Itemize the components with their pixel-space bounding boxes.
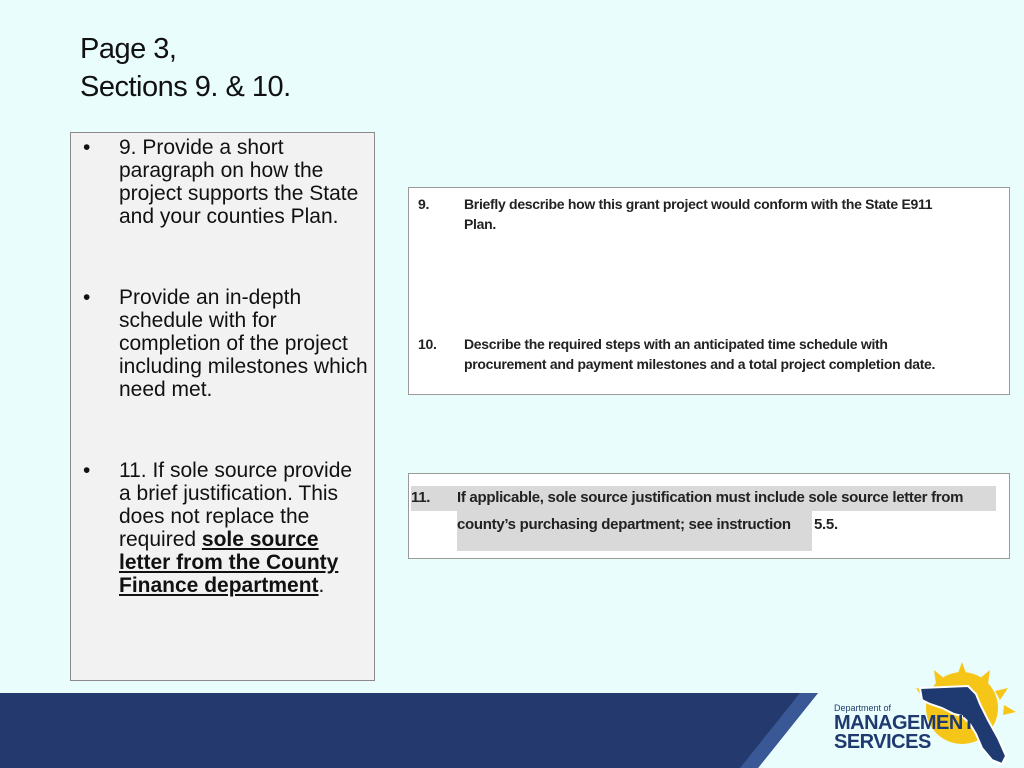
question-text-line-1: If applicable, sole source justification must include sole source letter from — [457, 489, 964, 506]
slide-title-line-1: Page 3, — [80, 33, 177, 65]
footer-band-dark — [0, 693, 818, 768]
bullet-item-11 — [81, 459, 366, 597]
bullet-text-9: 9. Provide a short paragraph on how the project supports the State and your counties Plan. — [119, 136, 359, 228]
bullet-text-11-intro: 11. If sole source provide a brief justification. This does not replace the required — [119, 459, 353, 551]
question-text-line-2: county’s purchasing department; see instruction — [457, 516, 791, 533]
question-text-line-2-ref: 5.5. — [814, 516, 838, 533]
logo-line-2: MANAGEMENT — [834, 712, 975, 734]
bullet-item-10 — [81, 286, 366, 401]
bullet-text-10: Provide an in-depth schedule with for completion of the project including milestones which need met. — [119, 286, 368, 401]
dms-logo-text — [834, 703, 975, 752]
logo-line-1: Department of — [834, 703, 892, 713]
question-number: 10. — [418, 336, 437, 352]
question-text-line-1: Briefly describe how this grant project would conform with the State E911 — [464, 196, 933, 212]
form-excerpt-questions-9-10 — [408, 187, 1010, 395]
bullet-marker: • — [83, 459, 91, 482]
bullet-marker: • — [83, 286, 91, 309]
question-number: 9. — [418, 196, 430, 212]
sole-source-emphasis: sole source letter from the County Finance department — [119, 528, 339, 597]
slide-title — [80, 30, 291, 106]
bullet-marker: • — [83, 136, 91, 159]
question-text-line-2: Plan. — [464, 216, 496, 232]
bullet-item-9 — [81, 136, 366, 228]
bullet-text-11 — [119, 459, 369, 597]
bullet-text-11-end: . — [318, 574, 325, 597]
question-text-line-1: Describe the required steps with an anticipated time schedule with — [464, 336, 888, 352]
question-number: 11. — [411, 489, 431, 506]
logo-line-3: SERVICES — [834, 731, 931, 753]
form-excerpt-question-11 — [408, 473, 1010, 559]
slide-title-line-2: Sections 9. & 10. — [80, 71, 291, 103]
bullet-list-panel — [70, 132, 375, 681]
question-text-line-2: procurement and payment milestones and a total project completion date. — [464, 356, 936, 372]
